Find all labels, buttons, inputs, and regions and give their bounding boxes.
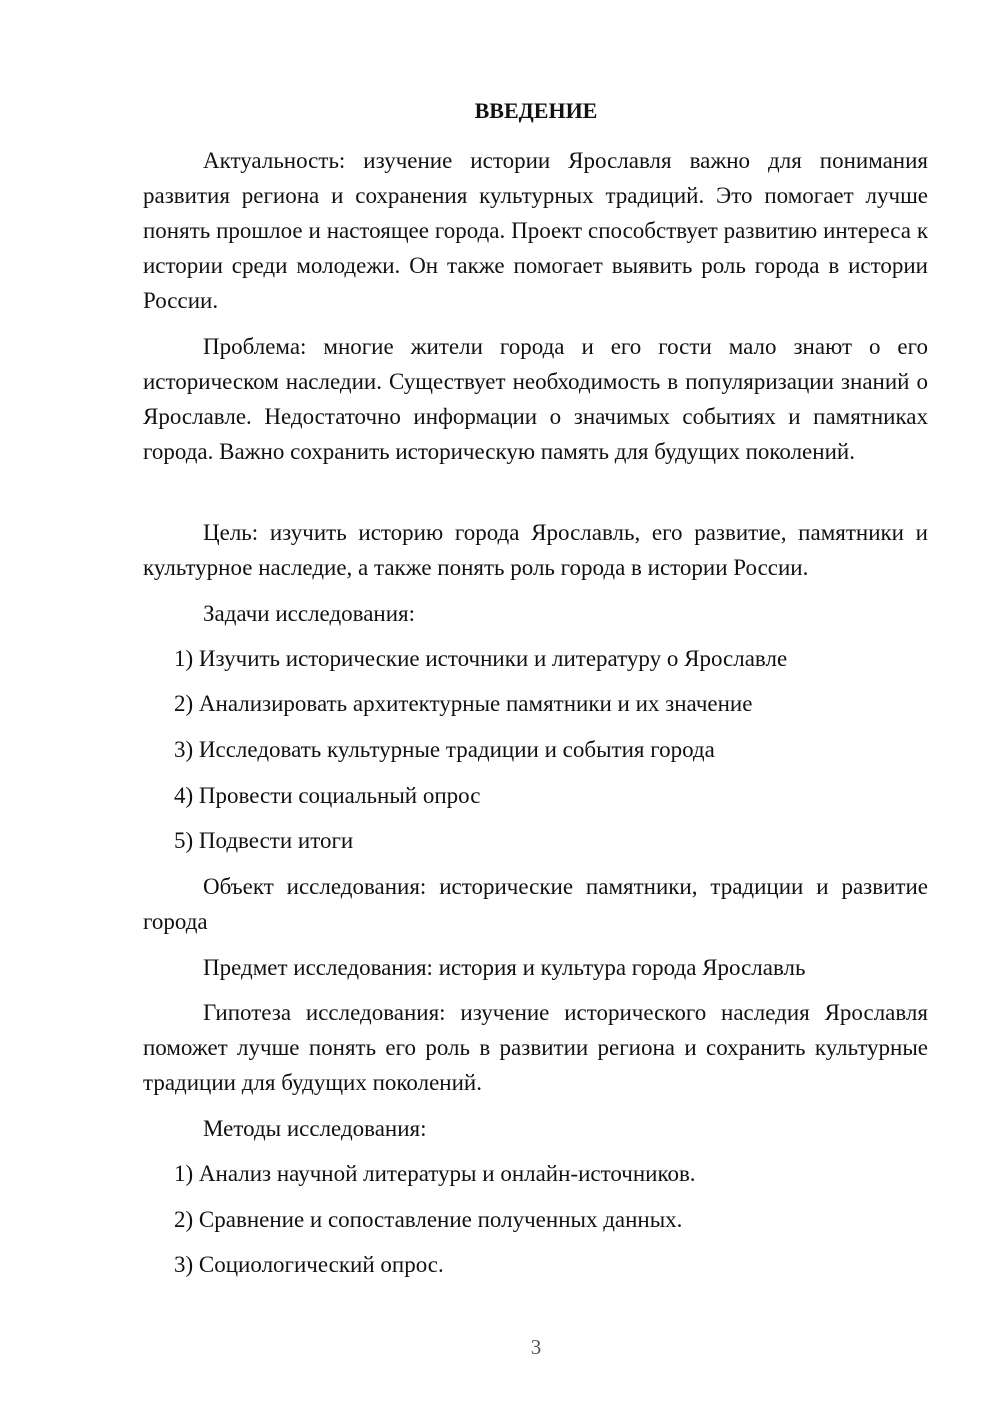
hypothesis-paragraph: Гипотеза исследования: изучение исторического наследия Ярославля поможет лучше понять его роль в развитии региона и сохранить культурные традиции для будущих поколений. — [143, 1000, 928, 1095]
method-item: 2) Сравнение и сопоставление полученных данных. — [174, 1207, 683, 1232]
task-item: 4) Провести социальный опрос — [174, 783, 481, 808]
goal-paragraph: Цель: изучить историю города Ярославль, его развитие, памятники и культурное наследие, а также понять роль города в истории России. — [143, 520, 928, 580]
relevance-paragraph: Актуальность: изучение истории Ярославля важно для понимания развития региона и сохранения культурных традиций. Это помогает лучше понять прошлое и настоящее города. Проект способствует развитию интереса к истории среди молодежи. Он также помогает выявить роль города в истории России. — [143, 148, 928, 313]
tasks-heading: Задачи исследования: — [203, 601, 416, 626]
methods-heading: Методы исследования: — [203, 1116, 427, 1141]
task-item: 3) Исследовать культурные традиции и события города — [174, 737, 715, 762]
method-item: 3) Социологический опрос. — [174, 1252, 444, 1277]
page-number: 3 — [530, 1335, 542, 1359]
task-item: 5) Подвести итоги — [174, 828, 354, 853]
method-item: 1) Анализ научной литературы и онлайн-источников. — [174, 1161, 696, 1186]
problem-paragraph: Проблема: многие жители города и его гости мало знают о его историческом наследии. Существует необходимость в популяризации знаний о Ярославле. Недостаточно информации о значимых событиях и памятниках города. Важно сохранить историческую память для будущих поколений. — [143, 334, 928, 464]
task-item: 1) Изучить исторические источники и литературу о Ярославле — [174, 646, 788, 671]
subject-paragraph: Предмет исследования: история и культура города Ярославль — [203, 955, 806, 980]
object-paragraph: Объект исследования: исторические памятники, традиции и развитие города — [143, 874, 928, 934]
task-item: 2) Анализировать архитектурные памятники и их значение — [174, 691, 753, 716]
section-title: ВВЕДЕНИЕ — [474, 98, 598, 123]
